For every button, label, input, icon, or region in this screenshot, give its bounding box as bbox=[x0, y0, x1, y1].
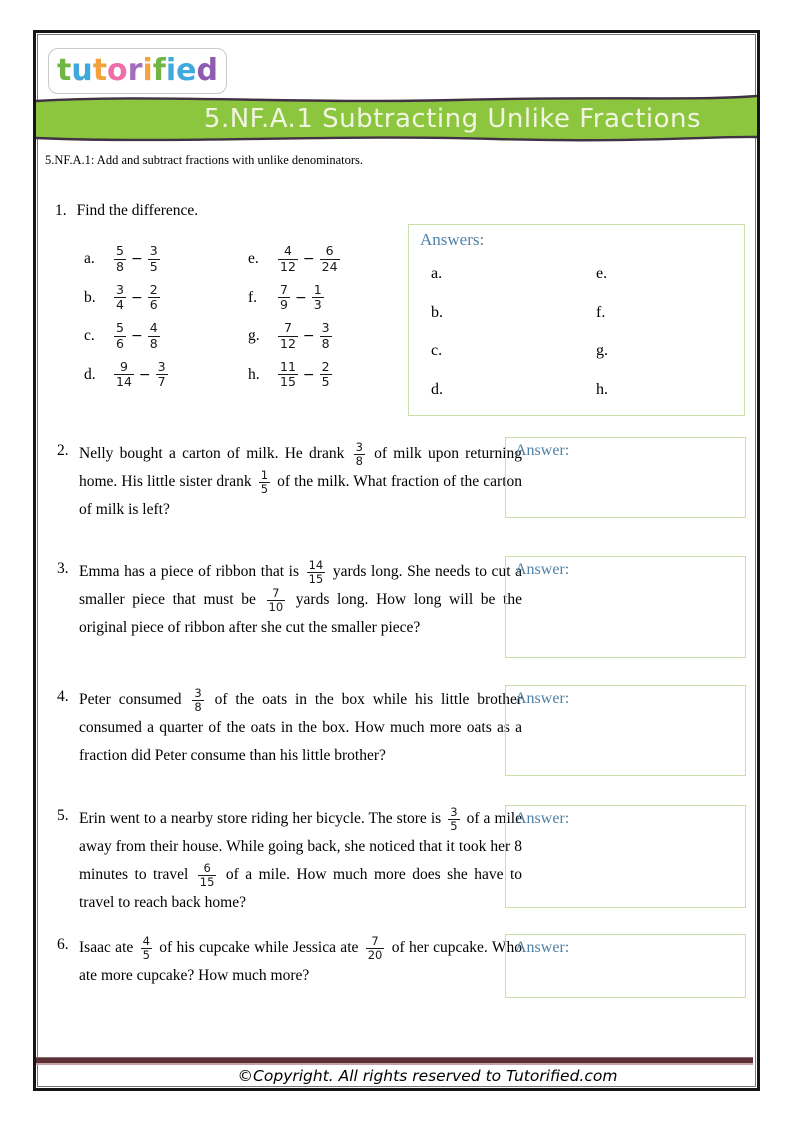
answer-box-label: Answer: bbox=[515, 561, 570, 578]
answer-slot-f: f. bbox=[596, 303, 606, 321]
problem-label: g. bbox=[248, 327, 260, 345]
fraction-denominator: 8 bbox=[355, 453, 363, 468]
question-number: 3. bbox=[57, 560, 69, 577]
fraction-numerator: 6 bbox=[198, 862, 217, 876]
answer-box-label: Answer: bbox=[515, 690, 570, 707]
logo-letter: i bbox=[165, 53, 177, 88]
fraction-problems-column-2 bbox=[248, 240, 340, 394]
fraction bbox=[114, 283, 126, 313]
fraction-numerator: 4 bbox=[142, 933, 150, 948]
footer-divider-bar bbox=[36, 1057, 753, 1065]
fraction-denominator: 10 bbox=[268, 600, 284, 615]
fraction bbox=[448, 806, 459, 833]
problem-label: c. bbox=[84, 327, 95, 345]
problem-label: b. bbox=[84, 288, 96, 306]
fraction bbox=[198, 862, 217, 889]
standard-description: 5.NF.A.1: Add and subtract fractions with unlike denominators. bbox=[45, 153, 364, 167]
logo-letter: t bbox=[57, 53, 72, 88]
fraction-denominator: 3 bbox=[313, 297, 322, 313]
question-5 bbox=[57, 805, 525, 917]
fraction-problems-column-1 bbox=[84, 240, 168, 394]
fraction-numerator: 7 bbox=[267, 587, 286, 601]
fraction-numerator: 3 bbox=[149, 243, 158, 259]
fraction bbox=[148, 244, 160, 274]
fraction-numerator: 4 bbox=[149, 320, 158, 336]
fraction-numerator: 2 bbox=[149, 281, 158, 297]
answers-column-1 bbox=[431, 255, 443, 409]
fraction-denominator: 5 bbox=[142, 947, 150, 962]
logo-letter: i bbox=[142, 53, 153, 88]
fraction-problem bbox=[248, 317, 340, 356]
question-3-text: Emma has a piece of ribbon that is $\frac{14}{15}$ yards long. She needs to cut a smaller piece that must be $\frac{7}{10}$ yards long. How long will be the original piece of ribbon after she cut the smaller piece? bbox=[79, 557, 522, 637]
answer-slot-a: a. bbox=[431, 265, 443, 283]
answer-box-6 bbox=[505, 934, 746, 998]
answer-slot-h: h. bbox=[596, 380, 608, 398]
fraction-denominator: 15 bbox=[199, 875, 215, 890]
fraction-numerator: 3 bbox=[194, 685, 202, 700]
problem-label: e. bbox=[248, 250, 259, 268]
fraction-denominator: 9 bbox=[280, 297, 288, 313]
minus-sign: − bbox=[130, 251, 143, 268]
question-2 bbox=[57, 440, 525, 524]
fraction-denominator: 5 bbox=[260, 482, 269, 497]
fraction bbox=[267, 587, 286, 614]
fraction-numerator: 1 bbox=[313, 281, 322, 297]
logo-letter: t bbox=[92, 53, 108, 88]
fraction-numerator: 7 bbox=[366, 935, 385, 949]
fraction-denominator: 8 bbox=[116, 258, 124, 274]
answers-box bbox=[408, 224, 745, 416]
answer-box-label: Answer: bbox=[515, 810, 570, 827]
fraction bbox=[320, 244, 340, 274]
answer-box-label: Answer: bbox=[515, 939, 570, 956]
fraction-denominator: 24 bbox=[321, 258, 338, 274]
fraction-numerator: 9 bbox=[114, 360, 134, 375]
logo-letter: d bbox=[196, 53, 218, 88]
question-4-text: Peter consumed $\frac{3}{8}$ of the oats in the box while his little brother consumed a quarter of the oats in the box. How much more oats as a fraction did Peter consume than his little brother? bbox=[79, 685, 522, 765]
minus-sign: − bbox=[138, 366, 151, 383]
fraction-problem bbox=[84, 240, 168, 279]
fraction-denominator: 5 bbox=[450, 818, 458, 833]
fraction-denominator: 15 bbox=[280, 374, 296, 390]
fraction bbox=[278, 321, 298, 351]
fraction-numerator: 14 bbox=[308, 557, 324, 572]
fraction-denominator: 14 bbox=[116, 374, 132, 390]
logo-letter: f bbox=[152, 53, 166, 88]
fraction-denominator: 8 bbox=[149, 335, 158, 351]
fraction bbox=[148, 283, 160, 313]
minus-sign: − bbox=[302, 366, 315, 383]
problem-label: d. bbox=[84, 365, 96, 383]
minus-sign: − bbox=[302, 328, 315, 345]
fraction bbox=[307, 559, 326, 586]
worksheet-page bbox=[33, 30, 760, 1091]
problem-label: a. bbox=[84, 250, 95, 268]
fraction-denominator: 12 bbox=[280, 258, 296, 274]
fraction bbox=[312, 283, 324, 313]
answer-slot-d: d. bbox=[431, 380, 443, 398]
problem-label: h. bbox=[248, 365, 260, 383]
fraction bbox=[148, 321, 160, 351]
fraction bbox=[354, 441, 365, 468]
fraction bbox=[192, 687, 203, 714]
fraction-denominator: 15 bbox=[308, 571, 324, 586]
minus-sign: − bbox=[130, 289, 143, 306]
logo-letter: e bbox=[176, 53, 197, 88]
answer-box-label: Answer: bbox=[515, 442, 570, 459]
question-1-prompt bbox=[55, 202, 198, 220]
fraction bbox=[259, 469, 270, 496]
fraction bbox=[156, 360, 168, 390]
question-1-text: Find the difference. bbox=[76, 202, 199, 219]
fraction-problem bbox=[84, 317, 168, 356]
fraction bbox=[141, 935, 152, 962]
fraction bbox=[366, 935, 385, 962]
fraction-numerator: 3 bbox=[157, 358, 166, 374]
fraction-numerator: 4 bbox=[278, 244, 298, 259]
fraction-numerator: 1 bbox=[260, 467, 269, 482]
fraction-problem bbox=[248, 240, 340, 279]
fraction-numerator: 7 bbox=[280, 281, 288, 297]
question-6 bbox=[57, 934, 525, 990]
fraction-numerator: 7 bbox=[278, 321, 298, 336]
logo-letter: u bbox=[71, 53, 93, 88]
fraction bbox=[278, 244, 298, 274]
fraction-numerator: 3 bbox=[321, 320, 330, 336]
question-3 bbox=[57, 558, 525, 642]
fraction-problem bbox=[84, 356, 168, 395]
fraction bbox=[278, 283, 290, 313]
fraction bbox=[278, 360, 298, 390]
fraction-denominator: 5 bbox=[149, 258, 158, 274]
minus-sign: − bbox=[294, 289, 307, 306]
tutorified-logo bbox=[48, 48, 227, 94]
fraction bbox=[114, 360, 134, 390]
fraction-numerator: 5 bbox=[116, 243, 124, 259]
title-banner bbox=[36, 91, 757, 149]
fraction-denominator: 6 bbox=[116, 335, 124, 351]
minus-sign: − bbox=[130, 328, 143, 345]
answers-column-2 bbox=[596, 255, 608, 409]
answer-box-4 bbox=[505, 685, 746, 776]
fraction-numerator: 3 bbox=[450, 804, 458, 819]
fraction-numerator: 2 bbox=[321, 358, 330, 374]
question-4 bbox=[57, 686, 525, 770]
question-number: 1. bbox=[55, 202, 67, 219]
fraction-numerator: 3 bbox=[355, 439, 363, 454]
question-number: 5. bbox=[57, 807, 69, 824]
answer-box-3 bbox=[505, 556, 746, 658]
question-number: 4. bbox=[57, 688, 69, 705]
answer-slot-e: e. bbox=[596, 265, 608, 283]
fraction-problem bbox=[248, 279, 340, 318]
question-5-text: Erin went to a nearby store riding her bicycle. The store is $\frac{3}{5}$ of a mile away from their house. While going back, she noticed that it took her 8 minutes to travel $\frac{6}{15}$ of a mile. How much more does she have to travel to reach back home? bbox=[79, 804, 523, 912]
fraction bbox=[114, 244, 126, 274]
answer-box-2 bbox=[505, 437, 746, 518]
copyright-text: ©Copyright. All rights reserved to Tutorified.com bbox=[237, 1067, 618, 1085]
answer-slot-c: c. bbox=[431, 342, 443, 360]
question-number: 2. bbox=[57, 442, 69, 459]
fraction-denominator: 4 bbox=[116, 297, 124, 313]
question-number: 6. bbox=[57, 936, 69, 953]
fraction-denominator: 7 bbox=[157, 374, 166, 390]
fraction bbox=[320, 321, 332, 351]
logo-letter: r bbox=[127, 53, 143, 88]
answers-box-title: Answers: bbox=[420, 230, 485, 249]
fraction bbox=[320, 360, 332, 390]
question-6-text: Isaac ate $\frac{4}{5}$ of his cupcake while Jessica ate $\frac{7}{20}$ of her cupcake. Who ate more cupcake? How much more? bbox=[79, 933, 522, 985]
problem-label: f. bbox=[248, 288, 258, 306]
fraction-denominator: 20 bbox=[367, 947, 383, 962]
answer-box-5 bbox=[505, 805, 746, 908]
minus-sign: − bbox=[302, 251, 315, 268]
fraction-numerator: 6 bbox=[320, 244, 340, 259]
fraction-denominator: 8 bbox=[321, 335, 330, 351]
fraction-denominator: 5 bbox=[321, 374, 330, 390]
fraction-problem bbox=[84, 279, 168, 318]
fraction-numerator: 3 bbox=[116, 281, 124, 297]
answer-slot-b: b. bbox=[431, 303, 443, 321]
answer-slot-g: g. bbox=[596, 342, 608, 360]
fraction-numerator: 11 bbox=[280, 358, 296, 374]
fraction-denominator: 12 bbox=[280, 335, 296, 351]
fraction-numerator: 5 bbox=[116, 320, 124, 336]
logo-letter: o bbox=[107, 53, 128, 88]
fraction bbox=[114, 321, 126, 351]
fraction-denominator: 6 bbox=[149, 297, 158, 313]
worksheet-title: 5.NF.A.1 Subtracting Unlike Fractions bbox=[203, 104, 702, 134]
fraction-denominator: 8 bbox=[194, 699, 202, 714]
question-2-text: Nelly bought a carton of milk. He drank $\frac{3}{8}$ of milk upon returning home. His little sister drank $\frac{1}{5}$ of the milk. What fraction of the carton of milk is left? bbox=[79, 439, 523, 519]
fraction-problem bbox=[248, 356, 340, 395]
